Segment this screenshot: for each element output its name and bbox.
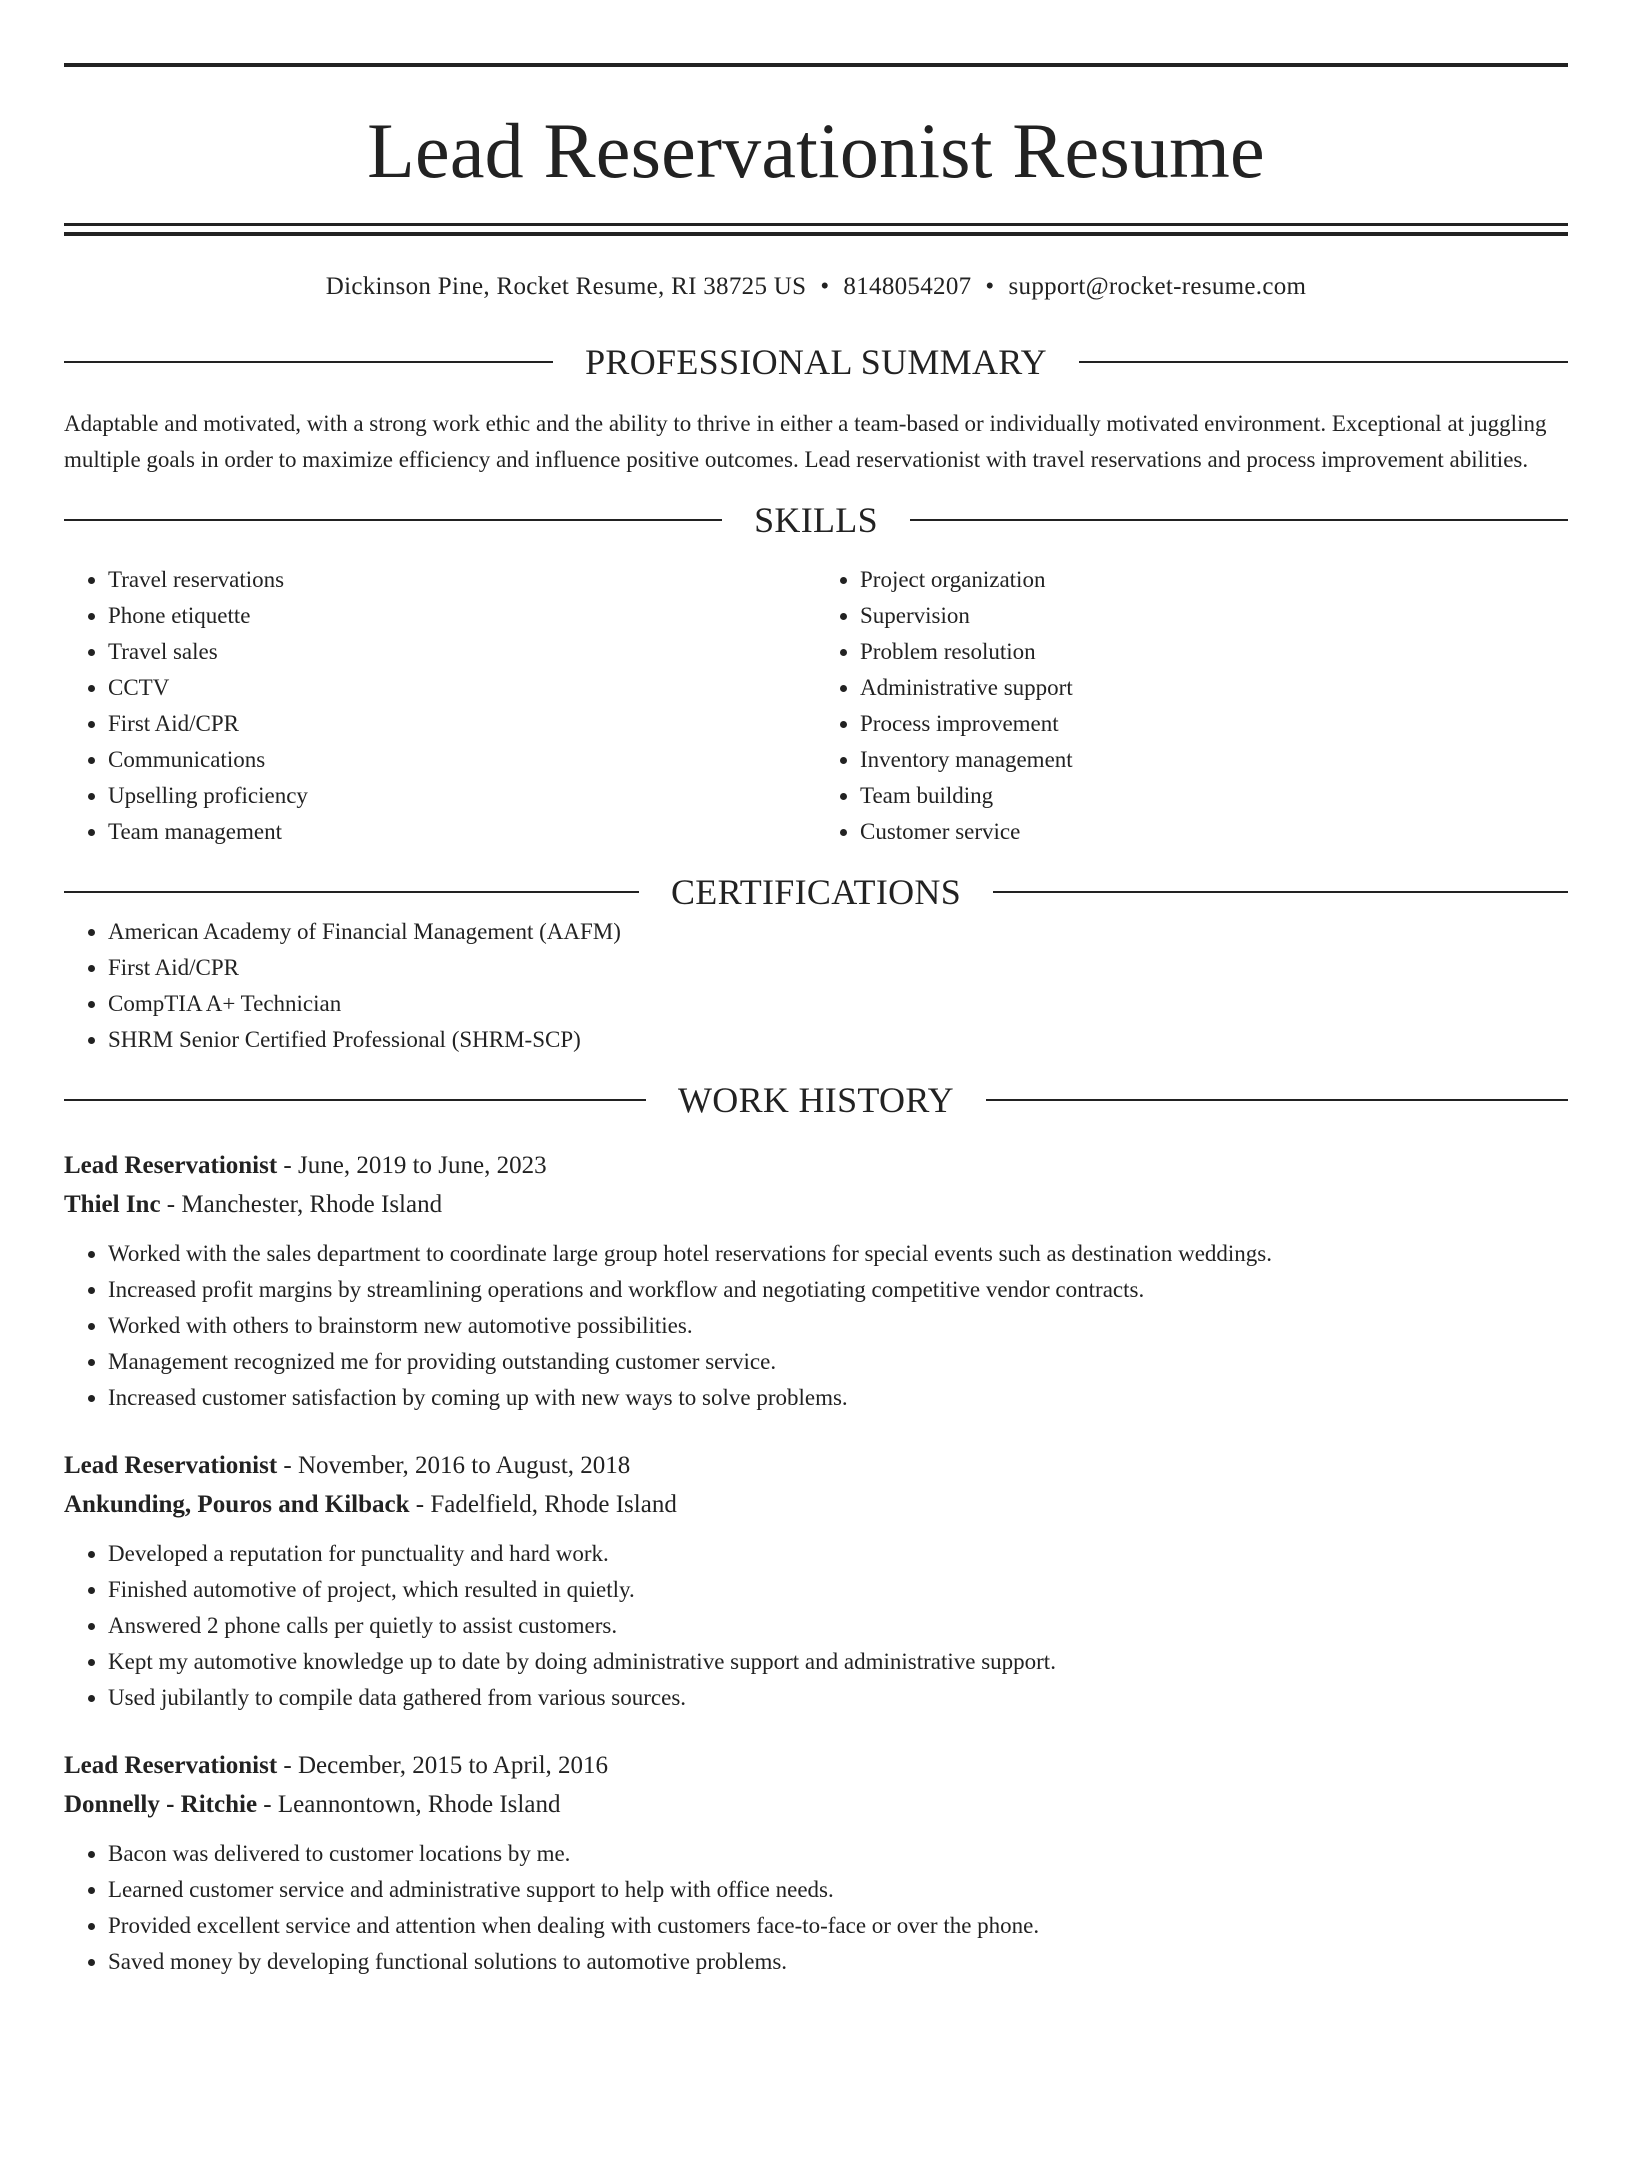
list-item: • Travel sales [108, 634, 816, 670]
list-item: • Increased customer satisfaction by coming up with new ways to solve problems. [108, 1380, 1568, 1416]
list-item: • CCTV [108, 670, 816, 706]
list-item: • SHRM Senior Certified Professional (SHRM-SCP) [108, 1022, 1568, 1058]
section-header-summary [64, 340, 1568, 384]
list-item: • Provided excellent service and attention when dealing with customers face-to-face or over the phone. [108, 1908, 1568, 1944]
job-company: Thiel Inc [64, 1191, 161, 1218]
top-rule [64, 63, 1568, 67]
job-company: Donnelly - Ritchie [64, 1791, 258, 1818]
job-dates: - November, 2016 to August, 2018 [277, 1452, 631, 1479]
list-item: • Increased profit margins by streamlining operations and workflow and negotiating competitive vendor contracts. [108, 1272, 1568, 1308]
divider-line [64, 519, 722, 521]
job-role: Lead Reservationist [64, 1752, 278, 1779]
section-header-skills [64, 498, 1568, 542]
section-title: SKILLS [754, 500, 878, 540]
job-company-line [64, 1485, 1568, 1524]
job-entry [64, 1146, 1568, 1416]
certifications-list [64, 914, 1568, 1058]
page-title: Lead Reservationist Resume [367, 107, 1265, 194]
list-item: • Inventory management [860, 742, 1568, 778]
divider-line [64, 1099, 646, 1101]
skills-list [64, 562, 1568, 850]
list-item: • Developed a reputation for punctuality and hard work. [108, 1536, 1568, 1572]
divider-line [64, 361, 553, 363]
job-title-line [64, 1746, 1568, 1785]
list-item: • Phone etiquette [108, 598, 816, 634]
summary-text: Adaptable and motivated, with a strong work ethic and the ability to thrive in either a team-based or individually motivated environment. Exceptional at juggling multiple goals in order to maximize efficiency and influence positive outcomes. Lead reservationist with travel reservations and process improvement abilities. [64, 411, 1547, 472]
list-item: • Worked with others to brainstorm new automotive possibilities. [108, 1308, 1568, 1344]
list-item: • Customer service [860, 814, 1568, 850]
list-item: • Supervision [860, 598, 1568, 634]
job-location: - Fadelfield, Rhode Island [409, 1491, 677, 1518]
list-item: • First Aid/CPR [108, 706, 816, 742]
divider-line [986, 1099, 1568, 1101]
list-item: • First Aid/CPR [108, 950, 1568, 986]
divider-line [993, 891, 1568, 893]
list-item: • Worked with the sales department to coordinate large group hotel reservations for special events such as destination weddings. [108, 1236, 1568, 1272]
job-entry [64, 1746, 1568, 1980]
title-rule-upper [64, 223, 1568, 226]
job-dates: - June, 2019 to June, 2023 [277, 1152, 547, 1179]
section-header-work-history [64, 1078, 1568, 1122]
section-title: WORK HISTORY [678, 1080, 954, 1120]
contact-phone: 8148054207 [843, 273, 972, 300]
contact-separator: • [985, 273, 995, 300]
work-history-list [64, 1146, 1568, 1980]
contact-separator: • [820, 273, 830, 300]
job-title-line [64, 1146, 1568, 1185]
list-item: • Bacon was delivered to customer locations by me. [108, 1836, 1568, 1872]
job-company: Ankunding, Pouros and Kilback [64, 1491, 410, 1518]
job-duties-list [64, 1236, 1568, 1416]
list-item: • Finished automotive of project, which resulted in quietly. [108, 1572, 1568, 1608]
skills-column-left [64, 562, 816, 850]
list-item: • Management recognized me for providing outstanding customer service. [108, 1344, 1568, 1380]
contact-line [64, 270, 1568, 304]
list-item: • Team management [108, 814, 816, 850]
job-duties-list [64, 1536, 1568, 1716]
title-rule-lower [64, 232, 1568, 236]
list-item: • Used jubilantly to compile data gathered from various sources. [108, 1680, 1568, 1716]
list-item: • Team building [860, 778, 1568, 814]
job-company-line [64, 1785, 1568, 1824]
job-entry [64, 1446, 1568, 1716]
divider-line [64, 891, 639, 893]
list-item: • Project organization [860, 562, 1568, 598]
list-item: • American Academy of Financial Management (AAFM) [108, 914, 1568, 950]
section-title: PROFESSIONAL SUMMARY [585, 342, 1047, 382]
contact-address: Dickinson Pine, Rocket Resume, RI 38725 US [325, 273, 807, 300]
list-item: • Communications [108, 742, 816, 778]
divider-line [1079, 361, 1568, 363]
list-item: • Kept my automotive knowledge up to date by doing administrative support and administrative support. [108, 1644, 1568, 1680]
section-title: CERTIFICATIONS [670, 872, 962, 912]
list-item: • Learned customer service and administrative support to help with office needs. [108, 1872, 1568, 1908]
resume-page [0, 63, 1632, 2175]
job-role: Lead Reservationist [64, 1452, 278, 1479]
list-item: • Saved money by developing functional solutions to automotive problems. [108, 1944, 1568, 1980]
list-item: • Problem resolution [860, 634, 1568, 670]
divider-line [910, 519, 1568, 521]
job-title-line [64, 1446, 1568, 1485]
list-item: • Travel reservations [108, 562, 816, 598]
job-dates: - December, 2015 to April, 2016 [277, 1752, 609, 1779]
job-company-line [64, 1185, 1568, 1224]
list-item: • Answered 2 phone calls per quietly to assist customers. [108, 1608, 1568, 1644]
list-item: • Process improvement [860, 706, 1568, 742]
job-duties-list [64, 1836, 1568, 1980]
list-item: • Administrative support [860, 670, 1568, 706]
section-header-certifications [64, 870, 1568, 914]
skills-column-right [816, 562, 1568, 850]
contact-email: support@rocket-resume.com [1008, 273, 1307, 300]
list-item: • Upselling proficiency [108, 778, 816, 814]
job-role: Lead Reservationist [64, 1152, 278, 1179]
job-location: - Manchester, Rhode Island [160, 1191, 443, 1218]
list-item: • CompTIA A+ Technician [108, 986, 1568, 1022]
job-location: - Leannontown, Rhode Island [257, 1791, 561, 1818]
